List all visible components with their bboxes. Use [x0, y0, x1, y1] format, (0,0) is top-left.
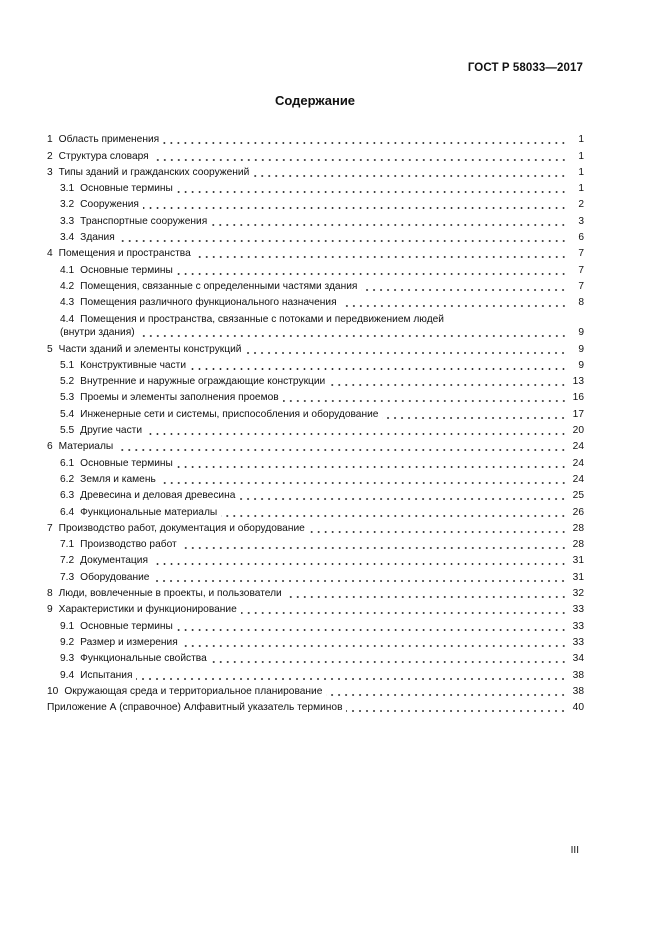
toc-entry-number: 5.5 — [60, 425, 75, 437]
toc-entry[interactable] — [47, 698, 584, 714]
toc-entry-page: 24 — [572, 457, 584, 469]
toc-entry-label: Приложение А (справочное) Алфавитный указатель терминов — [47, 702, 343, 714]
toc-entry-label: Люди, вовлеченные в проекты, и пользователи — [58, 588, 282, 600]
toc-entry[interactable] — [47, 228, 584, 244]
toc-entry-number: 7.1 — [60, 539, 75, 551]
toc-entry-label: Конструктивные части — [80, 359, 187, 371]
toc-entry-label: Типы зданий и гражданских сооружений — [58, 166, 250, 178]
toc-entry-page: 9 — [578, 343, 584, 355]
toc-entry-page: 33 — [572, 604, 584, 616]
toc-entry-number: 5.1 — [60, 359, 75, 371]
dot-leader — [211, 661, 567, 663]
toc-entry-label: Структура словаря — [58, 150, 149, 162]
toc-entry-label: Производство работ — [80, 539, 177, 551]
toc-entry-number: 7.3 — [60, 571, 75, 583]
toc-entry[interactable] — [47, 163, 584, 179]
toc-entry[interactable] — [47, 130, 584, 146]
toc-entry-page: 17 — [572, 408, 584, 420]
dot-leader — [177, 629, 567, 631]
dot-leader — [177, 273, 567, 275]
toc-entry[interactable] — [47, 470, 584, 486]
toc-entry[interactable] — [47, 519, 584, 535]
toc-entry-number: 5 — [47, 343, 53, 355]
toc-entry-page: 6 — [578, 232, 584, 244]
toc-entry-number: 9.1 — [60, 620, 75, 632]
dot-leader — [177, 466, 567, 468]
dot-leader — [182, 645, 567, 647]
toc-entry-page: 26 — [572, 506, 584, 518]
toc-entry-page: 7 — [578, 280, 584, 292]
toc-entry-label: Функциональные материалы — [80, 506, 218, 518]
toc-entry[interactable] — [47, 179, 584, 195]
toc-entry-page: 40 — [572, 702, 584, 714]
toc-entry-label: Оборудование — [80, 571, 150, 583]
dot-leader — [195, 256, 567, 258]
toc-entry-page: 32 — [572, 588, 584, 600]
toc-entry[interactable] — [47, 682, 584, 698]
toc-entry-number: 9.2 — [60, 636, 75, 648]
toc-entry-label: Основные термины — [80, 620, 173, 632]
toc-entry[interactable] — [47, 633, 584, 649]
dot-leader — [361, 289, 567, 291]
dot-leader — [341, 305, 567, 307]
toc-entry-label: Основные термины — [80, 264, 173, 276]
dot-leader — [139, 335, 567, 337]
toc-entry[interactable] — [47, 502, 584, 518]
dot-leader — [152, 563, 567, 565]
toc-entry-page: 1 — [578, 183, 584, 195]
toc-entry-page: 7 — [578, 248, 584, 260]
dot-leader — [329, 384, 567, 386]
toc-entry[interactable] — [47, 195, 584, 211]
toc-entry-label: Части зданий и элементы конструкций — [58, 343, 242, 355]
toc-entry-page: 20 — [572, 425, 584, 437]
toc-entry-number: 5.3 — [60, 392, 75, 404]
toc-entry-label: Характеристики и функционирование — [58, 604, 237, 616]
toc-entry-number: 4.3 — [60, 297, 75, 309]
toc-entry-number: 4.4 — [60, 314, 75, 326]
dot-leader — [153, 580, 567, 582]
toc-entry-page: 31 — [572, 571, 584, 583]
toc-entry-number: 3.1 — [60, 183, 75, 195]
toc-entry-label: Помещения и пространства, связанные с потоками и передвижением людей — [80, 314, 445, 326]
dot-leader — [119, 240, 567, 242]
toc-entry-label: Документация — [80, 555, 148, 567]
toc-entry[interactable] — [47, 309, 584, 339]
toc-entry-number: 4 — [47, 248, 53, 260]
dot-leader — [160, 482, 567, 484]
toc-entry[interactable] — [47, 584, 584, 600]
toc-entry-page: 13 — [572, 376, 584, 388]
toc-entry[interactable] — [47, 649, 584, 665]
toc-entry-number: 6.3 — [60, 490, 75, 502]
toc-entry-page: 33 — [572, 636, 584, 648]
toc-entry-number: 5.2 — [60, 376, 75, 388]
toc-entry-page: 1 — [578, 166, 584, 178]
toc-entry[interactable] — [47, 665, 584, 681]
toc-entry-page: 9 — [578, 359, 584, 371]
toc-entry-label: Инженерные сети и системы, приспособления и оборудование — [80, 408, 379, 420]
toc-entry[interactable] — [47, 567, 584, 583]
dot-leader — [143, 207, 567, 209]
toc-entry-label: Внутренние и наружные ограждающие конструкции — [80, 376, 326, 388]
toc-entry[interactable] — [47, 616, 584, 632]
toc-entry-label: Проемы и элементы заполнения проемов — [80, 392, 279, 404]
toc-entry-number: 10 — [47, 685, 59, 697]
toc-entry-label: Другие части — [80, 425, 143, 437]
toc-entry-number: 9.4 — [60, 669, 75, 681]
toc-entry-label: Основные термины — [80, 183, 173, 195]
toc-entry-page: 25 — [572, 490, 584, 502]
toc-entry-label: Основные термины — [80, 457, 173, 469]
toc-entry-label: Область применения — [58, 134, 160, 146]
toc-entry-label: Окружающая среда и территориальное планирование — [64, 685, 323, 697]
toc-entry-page: 24 — [572, 441, 584, 453]
toc-entry-number: 3.4 — [60, 232, 75, 244]
toc-entry-label: Помещения, связанные с определенными частями здания — [80, 280, 358, 292]
toc-entry[interactable] — [47, 277, 584, 293]
toc-entry-page: 9 — [578, 327, 584, 339]
toc-entry-number: 1 — [47, 134, 53, 146]
toc-entry[interactable] — [47, 600, 584, 616]
toc-entry-page: 38 — [572, 669, 584, 681]
toc-entry[interactable] — [47, 293, 584, 309]
toc-entry[interactable] — [47, 453, 584, 469]
toc-entry-number: 9 — [47, 604, 53, 616]
toc-entry[interactable] — [47, 388, 584, 404]
dot-leader — [153, 159, 567, 161]
toc-entry-label: Земля и камень — [80, 473, 156, 485]
toc-entry-number: 3.2 — [60, 199, 75, 211]
toc-entry-number: 6.4 — [60, 506, 75, 518]
toc-entry-label: Материалы — [58, 441, 114, 453]
dot-leader — [221, 515, 567, 517]
toc-entry[interactable] — [47, 339, 584, 355]
toc-entry[interactable] — [47, 404, 584, 420]
dot-leader — [309, 531, 567, 533]
toc-entry[interactable] — [47, 551, 584, 567]
dot-leader — [211, 224, 567, 226]
dot-leader — [346, 710, 567, 712]
toc-entry-page: 33 — [572, 620, 584, 632]
toc-entry-number: 6.2 — [60, 473, 75, 485]
toc-entry[interactable] — [47, 421, 584, 437]
toc-entry-number: 5.4 — [60, 408, 75, 420]
toc-entry-label: Транспортные сооружения — [80, 215, 208, 227]
toc-entry-number: 3 — [47, 166, 53, 178]
toc-entry-label: Здания — [80, 232, 115, 244]
dot-leader — [245, 352, 567, 354]
toc-entry[interactable] — [47, 372, 584, 388]
toc-entry-label: Размер и измерения — [80, 636, 178, 648]
dot-leader — [286, 596, 567, 598]
toc-entry[interactable] — [47, 211, 584, 227]
toc-entry[interactable] — [47, 486, 584, 502]
toc-entry-page: 34 — [572, 653, 584, 665]
dot-leader — [241, 612, 567, 614]
toc-entry-label: Производство работ, документация и оборудование — [58, 522, 305, 534]
dot-leader — [253, 175, 567, 177]
toc-entry-page: 28 — [572, 539, 584, 551]
toc-entry-number: 9.3 — [60, 653, 75, 665]
toc-entry-label: Древесина и деловая древесина — [80, 490, 236, 502]
toc-entry-page: 1 — [578, 134, 584, 146]
toc-entry-label: Испытания — [80, 669, 133, 681]
document-code: ГОСТ Р 58033—2017 — [467, 62, 583, 74]
page-title: Содержание — [274, 93, 356, 108]
dot-leader — [163, 142, 567, 144]
dot-leader — [382, 417, 567, 419]
dot-leader — [239, 498, 567, 500]
toc-entry-page: 28 — [572, 522, 584, 534]
toc-entry-page: 16 — [572, 392, 584, 404]
dot-leader — [283, 400, 567, 402]
toc-entry-page: 24 — [572, 473, 584, 485]
toc-entry-number: 6 — [47, 441, 53, 453]
toc-entry-page: 2 — [578, 199, 584, 211]
toc-entry-number: 6.1 — [60, 457, 75, 469]
dot-leader — [146, 433, 567, 435]
toc-entry-page: 3 — [578, 215, 584, 227]
toc-entry-page: 31 — [572, 555, 584, 567]
toc-entry-number: 4.1 — [60, 264, 75, 276]
dot-leader — [117, 449, 567, 451]
toc-entry-label: Сооружения — [80, 199, 139, 211]
table-of-contents — [47, 130, 584, 714]
toc-entry[interactable] — [47, 146, 584, 162]
toc-entry[interactable] — [47, 356, 584, 372]
toc-entry-number: 8 — [47, 588, 53, 600]
toc-entry-label: Помещения и пространства — [58, 248, 191, 260]
toc-entry-page: 8 — [578, 297, 584, 309]
toc-entry[interactable] — [47, 535, 584, 551]
dot-leader — [326, 694, 567, 696]
page-number: III — [570, 845, 579, 856]
toc-entry[interactable] — [47, 244, 584, 260]
dot-leader — [181, 547, 567, 549]
toc-entry-page: 7 — [578, 264, 584, 276]
toc-entry-page: 38 — [572, 685, 584, 697]
dot-leader — [136, 678, 567, 680]
toc-entry-number: 7.2 — [60, 555, 75, 567]
dot-leader — [177, 191, 567, 193]
toc-entry-number: 3.3 — [60, 215, 75, 227]
toc-entry[interactable] — [47, 260, 584, 276]
toc-entry[interactable] — [47, 437, 584, 453]
toc-entry-number: 2 — [47, 150, 53, 162]
toc-entry-number: 7 — [47, 522, 53, 534]
toc-entry-page: 1 — [578, 150, 584, 162]
toc-entry-label-continued: (внутри здания) — [60, 327, 135, 339]
toc-entry-label: Помещения различного функционального назначения — [80, 297, 337, 309]
toc-entry-number: 4.2 — [60, 280, 75, 292]
dot-leader — [190, 368, 567, 370]
toc-entry-label: Функциональные свойства — [80, 653, 207, 665]
